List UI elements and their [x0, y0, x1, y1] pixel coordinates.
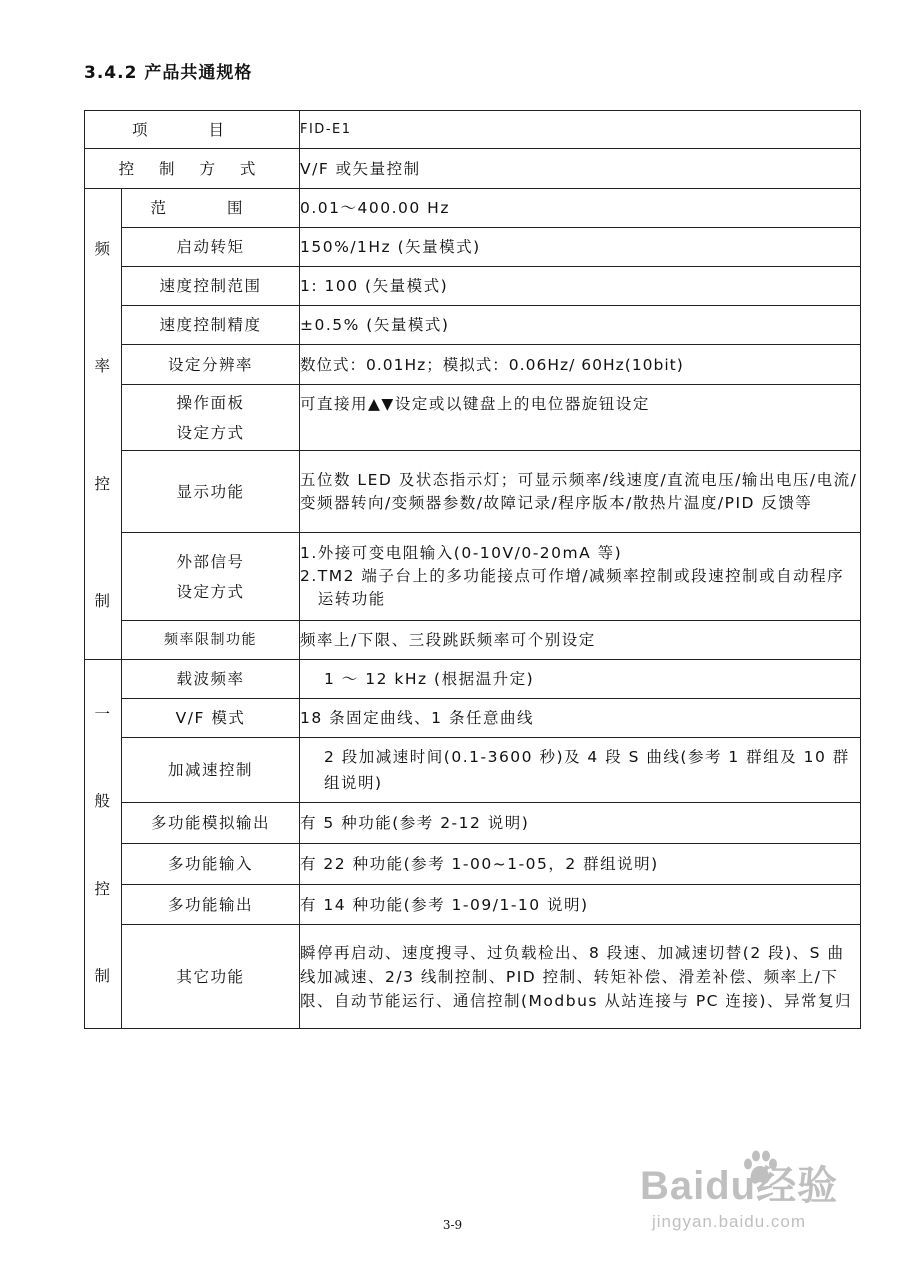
display-value: 五位数 LED 及状态指示灯；可显示频率/线速度/直流电压/输出电压/电流/变频器转向/变频器参数/故障记录/程序版本/散热片温度/PID 反馈等 [300, 451, 861, 533]
header-item: 项 目 [85, 111, 300, 149]
general-control-label [85, 660, 122, 1029]
table-row [85, 844, 861, 885]
freq-limit-item: 频率限制功能 [122, 621, 300, 660]
table-row [85, 149, 861, 189]
watermark-logo: Baidu经验 [640, 1164, 839, 1208]
multi-input-item: 多功能输入 [122, 844, 300, 885]
other-functions-item: 其它功能 [122, 925, 300, 1029]
carrier-freq-value: 1 ～ 12 kHz (根据温升定) [300, 660, 861, 699]
freq-label-char: 率 [94, 357, 112, 376]
carrier-freq-item: 载波频率 [122, 660, 300, 699]
table-row [85, 660, 861, 699]
table-row [85, 621, 861, 660]
other-functions-value: 瞬停再启动、速度搜寻、过负载检出、8 段速、加减速切替(2 段)、S 曲线加减速、2/3 线制控制、PID 控制、转矩补偿、滑差补偿、频率上/下限、自动节能运行、通信控制(Modbus 从站连接与 PC 连接)、异常复归 [300, 925, 861, 1029]
table-row [85, 533, 861, 621]
multi-output-value: 有 14 种功能(参考 1-09/1-10 说明) [300, 885, 861, 925]
resolution-value: 数位式：0.01Hz；模拟式：0.06Hz/ 60Hz(10bit) [300, 345, 861, 385]
general-label-char: 制 [94, 967, 112, 986]
speed-range-value: 1: 100 (矢量模式) [300, 267, 861, 306]
panel-setting-value: 可直接用▲▼设定或以键盘上的电位器旋钮设定 [300, 385, 861, 451]
vf-mode-item: V/F 模式 [122, 699, 300, 738]
section-title: 3.4.2 产品共通规格 [84, 63, 253, 83]
general-label-char: 般 [94, 792, 112, 811]
table-row [85, 189, 861, 228]
page-number: 3-9 [442, 1218, 463, 1232]
table-row [85, 885, 861, 925]
range-value: 0.01～400.00 Hz [300, 189, 861, 228]
table-row [85, 925, 861, 1029]
ext-signal-line: 设定方式 [176, 582, 245, 601]
list-item: 2. TM2 端子台上的多功能接点可作增/减频率控制或段速控制或自动程序运转功能 [300, 567, 845, 608]
table-row [85, 451, 861, 533]
control-mode-value: V/F 或矢量控制 [300, 149, 861, 189]
speed-precision-item: 速度控制精度 [122, 306, 300, 345]
accel-decel-value: 2 段加减速时间(0.1-3600 秒)及 4 段 S 曲线(参考 1 群组及 10 群组说明) [300, 738, 861, 803]
table-row [85, 738, 861, 803]
ext-signal-line: 外部信号 [176, 552, 245, 571]
table-row [85, 803, 861, 844]
start-torque-item: 启动转矩 [122, 228, 300, 267]
resolution-item: 设定分辨率 [122, 345, 300, 385]
table-row [85, 345, 861, 385]
vf-mode-value: 18 条固定曲线、1 条任意曲线 [300, 699, 861, 738]
panel-setting-line: 操作面板 [176, 393, 245, 412]
multi-input-value: 有 22 种功能(参考 1-00~1-05，2 群组说明) [300, 844, 861, 885]
watermark-url: jingyan.baidu.com [652, 1212, 807, 1231]
speed-precision-value: ±0.5% (矢量模式) [300, 306, 861, 345]
table-header-row [85, 111, 861, 149]
spec-table [84, 110, 861, 1029]
panel-setting-item [122, 385, 300, 451]
start-torque-value: 150%/1Hz (矢量模式) [300, 228, 861, 267]
accel-decel-item: 加减速控制 [122, 738, 300, 803]
control-mode-item: 控 制 方 式 [85, 149, 300, 189]
ext-signal-item [122, 533, 300, 621]
table-row [85, 306, 861, 345]
freq-limit-value: 频率上/下限、三段跳跃频率可个别设定 [300, 621, 861, 660]
ext-signal-value [300, 533, 861, 621]
range-item: 范 围 [122, 189, 300, 228]
general-label-char: 控 [94, 879, 112, 898]
display-item: 显示功能 [122, 451, 300, 533]
table-row [85, 699, 861, 738]
panel-setting-line: 设定方式 [176, 423, 245, 442]
table-row [85, 267, 861, 306]
baidu-watermark [640, 1150, 870, 1250]
header-value: FID-E1 [300, 111, 861, 149]
multi-output-item: 多功能输出 [122, 885, 300, 925]
table-row [85, 385, 861, 451]
table-row [85, 228, 861, 267]
freq-label-char: 频 [94, 239, 112, 258]
freq-label-char: 制 [94, 592, 112, 611]
freq-label-char: 控 [94, 474, 112, 493]
speed-range-item: 速度控制范围 [122, 267, 300, 306]
analog-output-value: 有 5 种功能(参考 2-12 说明) [300, 803, 861, 844]
list-item: 1. 外接可变电阻输入(0-10V/0-20mA 等) [300, 544, 623, 562]
analog-output-item: 多功能模拟输出 [122, 803, 300, 844]
general-label-char: 一 [94, 704, 112, 723]
freq-control-label [85, 189, 122, 660]
